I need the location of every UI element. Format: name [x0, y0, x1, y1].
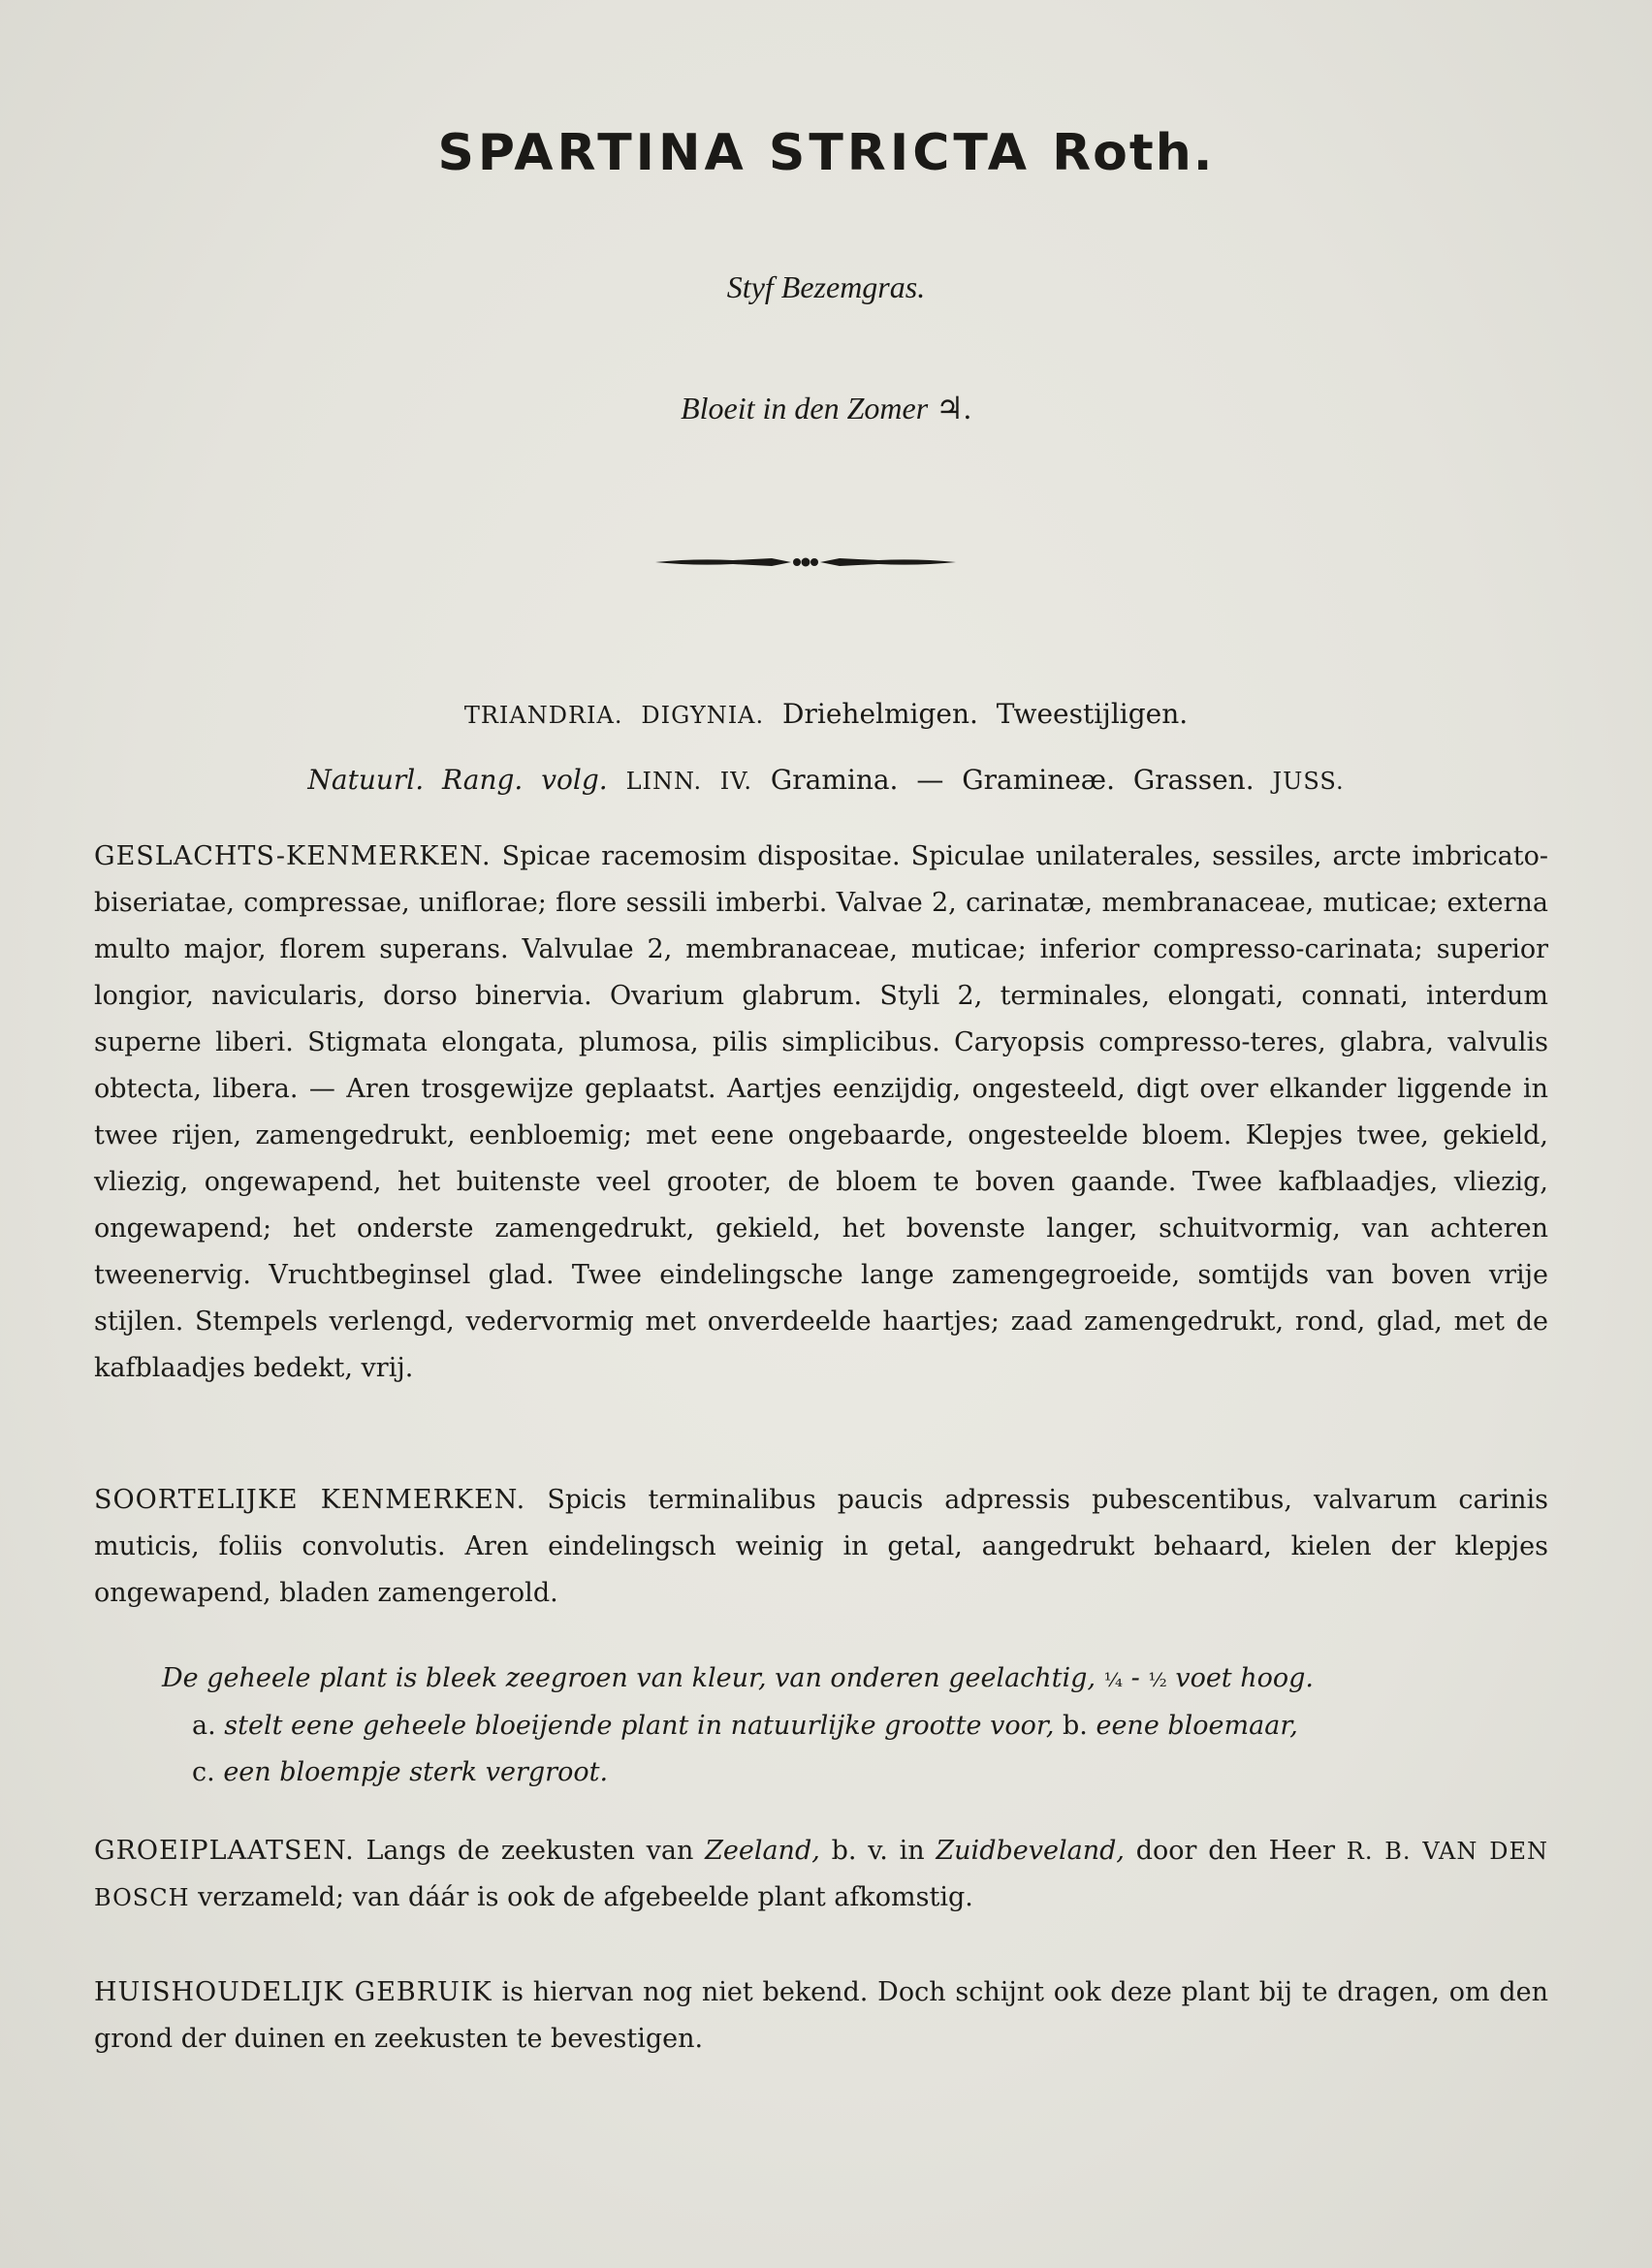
description-line [162, 1655, 1549, 1703]
figure-b-label: b. [1063, 1711, 1088, 1741]
place-zuidbeveland: Zuidbeveland, [936, 1836, 1125, 1866]
fraction-quarter: ¼ [1103, 1668, 1124, 1691]
species-characters-heading: SOORTELIJKE KENMERKEN. [94, 1485, 526, 1515]
uses-text: is hiervan nog niet bekend. Doch schijnt ook deze plant bij te dragen, om den grond der duinen en zeekusten te bevestigen. [94, 1977, 1549, 2054]
figure-a-label: a. [192, 1711, 216, 1741]
localities-text-4: verzameld; van dáár is ook de afgebeelde plant afkomstig. [198, 1882, 973, 1912]
page-title [0, 124, 1652, 182]
linnaeus-rank: LINN. IV. [625, 768, 752, 795]
natural-rank-label: Natuurl. Rang. volg. [307, 764, 608, 796]
localities-text-3: door den Heer [1135, 1836, 1336, 1866]
species-author: Roth. [1052, 124, 1215, 182]
species-name: SPARTINA STRICTA [437, 124, 1032, 182]
fraction-dash: - [1123, 1663, 1149, 1693]
species-characters-paragraph [94, 1477, 1548, 1617]
classification-dutch: Driehelmigen. Tweestijligen. [782, 698, 1189, 730]
figure-c-text: een bloempje sterk vergroot. [223, 1757, 609, 1787]
localities-paragraph [94, 1828, 1548, 1921]
perennial-symbol: ♃. [936, 391, 971, 425]
place-zeeland: Zeeland, [705, 1836, 820, 1866]
flowering-text: Bloeit in den Zomer [681, 391, 929, 425]
flowering-line [0, 390, 1652, 426]
natural-rank [0, 764, 1652, 796]
natural-rank-text: Gramina. — Gramineæ. Grassen. [770, 764, 1255, 796]
localities-heading: GROEIPLAATSEN. [94, 1836, 355, 1866]
species-characters-text: Spicis terminalibus paucis adpressis pubescentibus, valvarum carinis muticis, foliis convolutis. Aren eindelingsch weinig in getal, aangedrukt behaard, kielen der klepjes ongewapend, bladen zamengerold. [94, 1485, 1548, 1608]
class-name: TRIANDRIA. [463, 702, 623, 729]
plate-description [162, 1655, 1549, 1796]
figure-b-text: eene bloemaar, [1096, 1711, 1298, 1741]
localities-text-1: Langs de zeekusten van [365, 1836, 694, 1866]
figure-legend [165, 1703, 1549, 1796]
ornamental-rule [655, 552, 956, 572]
uses-heading: HUISHOUDELIJK GEBRUIK [94, 1977, 492, 2007]
genus-characters-paragraph [94, 834, 1548, 1392]
description-text: De geheele plant is bleek zeegroen van kleur, van onderen geelachtig, [162, 1663, 1096, 1693]
order-name: DIGYNIA. [641, 702, 765, 729]
dutch-common-name: Styf Bezemgras. [726, 269, 926, 304]
genus-characters-heading: GESLACHTS-KENMERKEN. [94, 841, 492, 871]
figure-a-text: stelt eene geheele bloeijende plant in natuurlijke grootte voor, [224, 1711, 1055, 1741]
jussieu-ref: JUSS. [1272, 768, 1345, 795]
fraction-half: ½ [1148, 1668, 1167, 1691]
description-text-end: voet hoog. [1175, 1663, 1314, 1693]
genus-characters-text: Spicae racemosim dispositae. Spiculae unilaterales, sessiles, arcte imbricato-biseriatae, compressae, uniflorae; flore sessili imberbi. Valvae 2, carinatæ, membranaceae, muticae; externa multo major, florem superans. Valvulae 2, membranaceae, muticae; inferior compresso-carinata; superior longior, navicularis, dorso binervia. Ovarium glabrum. Styli 2, terminales, elongati, connati, interdum superne liberi. Stigmata elongata, plumosa, pilis simplicibus. Caryopsis compresso-teres, glabra, valvulis obtecta, libera. — Aren trosgewijze geplaatst. Aartjes eenzijdig, ongesteeld, digt over elkander liggende in twee rijen, zamengedrukt, eenbloemig; met eene ongebaarde, ongesteelde bloem. Klepjes twee, gekield, vliezig, ongewapend, het buitenste veel grooter, de bloem te boven gaande. Twee kafblaadjes, vliezig, ongewapend; het onderste zamengedrukt, gekield, het bovenste langer, schuitvormig, van achteren tweenervig. Vruchtbeginsel glad. Twee eindelingsche lange zamengegroeide, somtijds van boven vrije stijlen. Stempels verlengd, vedervormig met onverdeelde haartjes; zaad zamengedrukt, rond, glad, met de kafblaadjes bedekt, vrij. [94, 841, 1548, 1383]
uses-paragraph [94, 1969, 1548, 2063]
localities-text-2: b. v. in [831, 1836, 925, 1866]
figure-c-label: c. [192, 1757, 215, 1787]
linnaean-classification [0, 698, 1652, 730]
collector-name: R. B. VAN DEN BOSCH [94, 1838, 1548, 1911]
